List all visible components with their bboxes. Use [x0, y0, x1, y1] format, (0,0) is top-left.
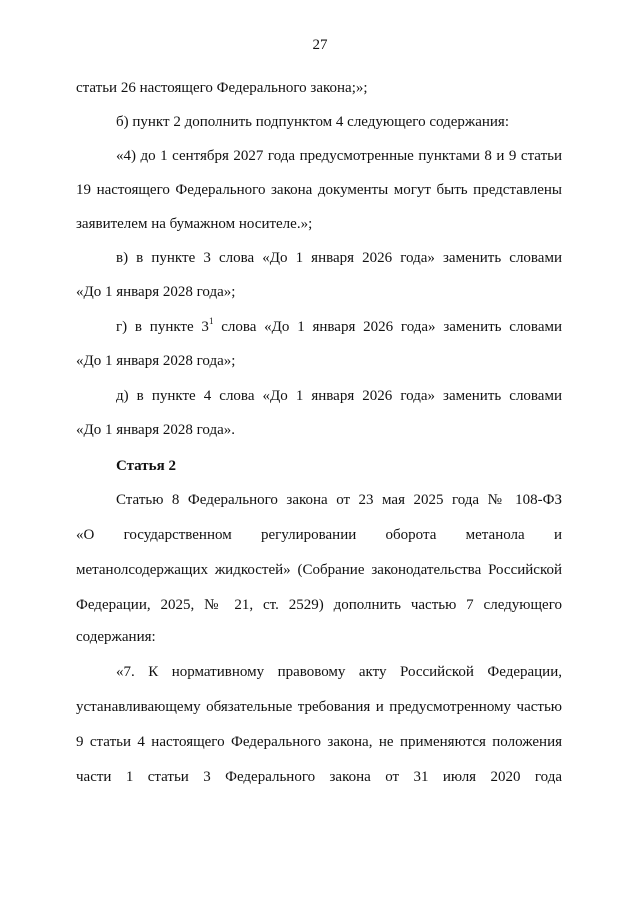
text-line: «До 1 января 2028 года».: [76, 422, 235, 438]
text-line: б) пункт 2 дополнить подпунктом 4 следующего содержания:: [116, 114, 509, 130]
text-line: метанолсодержащих жидкостей» (Собрание законодательства Российской: [76, 562, 562, 578]
text-fragment: г) в пункте 3: [116, 319, 209, 335]
text-line: в) в пункте 3 слова «До 1 января 2026 года» заменить словами: [116, 250, 562, 266]
article-heading: Статья 2: [116, 458, 176, 474]
text-line: статьи 26 настоящего Федерального закона;»;: [76, 80, 368, 96]
text-fragment: слова «До 1 января 2026 года» заменить словами: [221, 319, 562, 335]
text-line: заявителем на бумажном носителе.»;: [76, 216, 313, 232]
text-line: устанавливающему обязательные требования и предусмотренному частью: [76, 699, 562, 715]
text-line: «7. К нормативному правовому акту Российской Федерации,: [116, 664, 562, 680]
text-line: части 1 статьи 3 Федерального закона от 31 июля 2020 года: [76, 769, 562, 785]
text-line: содержания:: [76, 629, 156, 645]
text-line: Федерации, 2025, № 21, ст. 2529) дополнить частью 7 следующего: [76, 597, 562, 613]
page-number: 27: [312, 37, 328, 53]
text-line: «До 1 января 2028 года»;: [76, 353, 236, 369]
text-line: «До 1 января 2028 года»;: [76, 284, 236, 300]
superscript: 1: [208, 316, 214, 326]
text-line: «О государственном регулировании оборота метанола и: [76, 527, 562, 543]
text-line: Статью 8 Федерального закона от 23 мая 2025 года № 108-ФЗ: [116, 492, 562, 508]
text-line-with-superscript: [116, 318, 562, 336]
text-line: 9 статьи 4 настоящего Федерального закона, не применяются положения: [76, 734, 562, 750]
text-line: «4) до 1 сентября 2027 года предусмотренные пунктами 8 и 9 статьи: [116, 148, 562, 164]
text-line: д) в пункте 4 слова «До 1 января 2026 года» заменить словами: [116, 388, 562, 404]
text-line: 19 настоящего Федерального закона документы могут быть представлены: [76, 182, 562, 198]
